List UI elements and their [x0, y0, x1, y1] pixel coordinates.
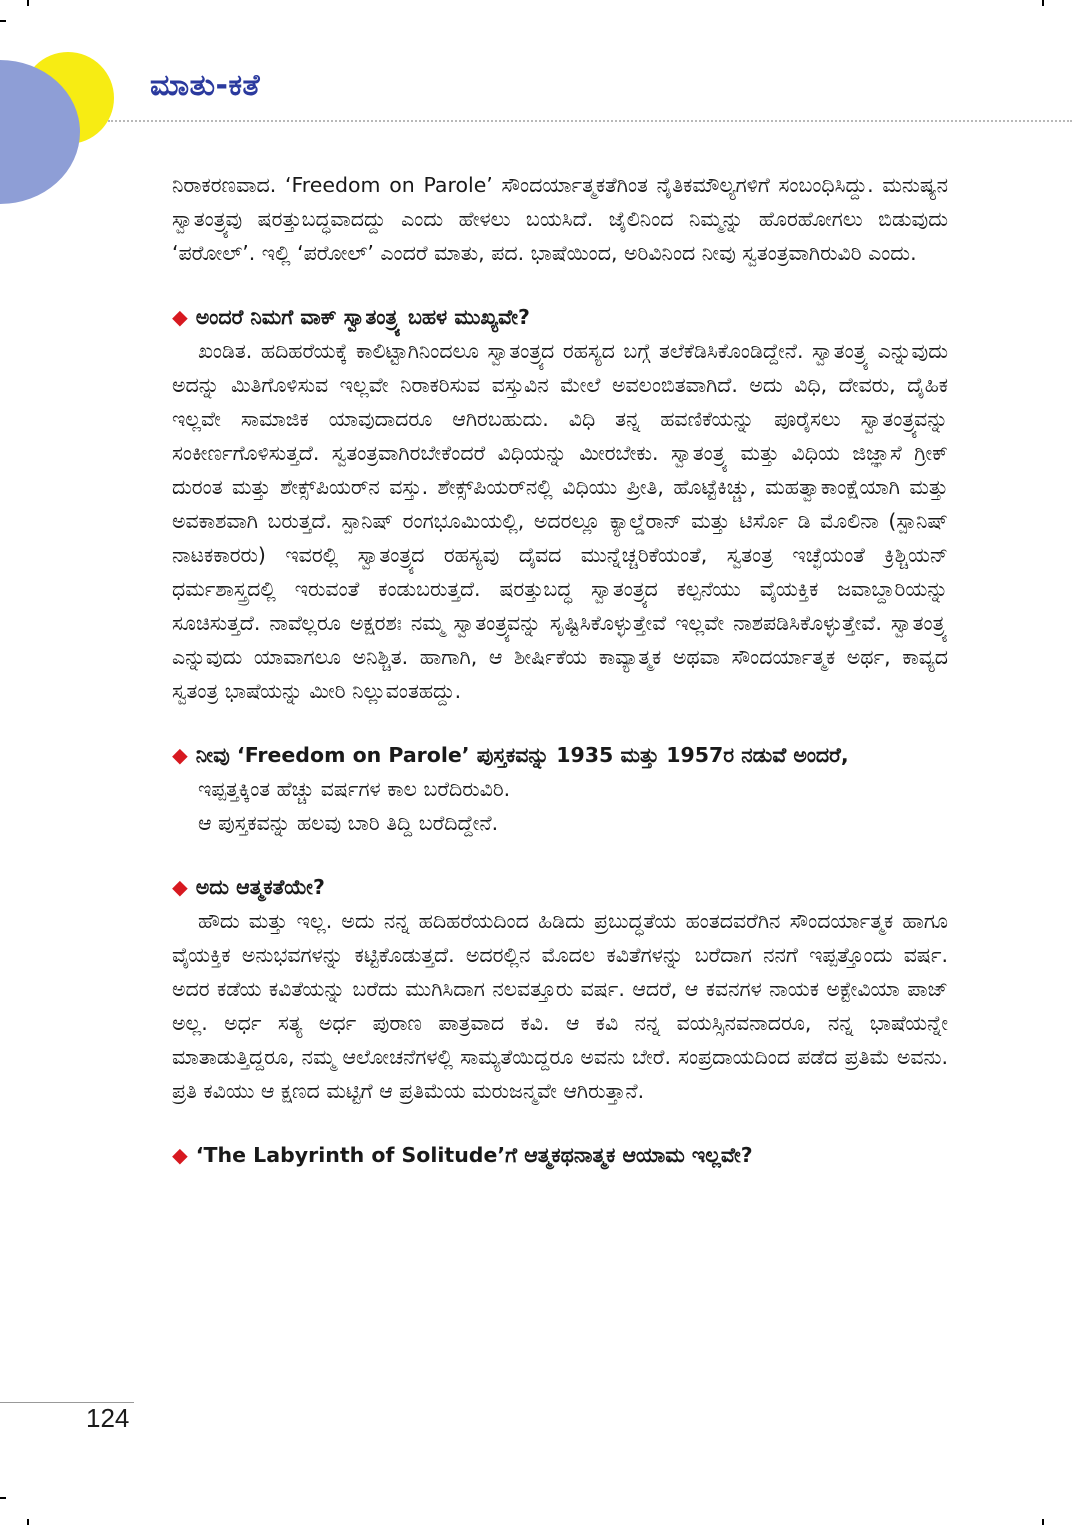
diamond-bullet-icon: ◆: [172, 743, 188, 767]
question-4: [172, 1138, 948, 1172]
section-title: ಮಾತು-ಕತೆ: [150, 68, 261, 103]
crop-mark-top-left: [0, 20, 6, 22]
question-3: [172, 870, 948, 904]
crop-mark-top-tick-left: [27, 0, 29, 6]
intro-paragraph: ನಿರಾಕರಣವಾದ. ‘Freedom on Parole’ ಸೌಂದರ್ಯಾತ್ಮಕತೆಗಿಂತ ನೈತಿಕಮೌಲ್ಯಗಳಿಗೆ ಸಂಬಂಧಿಸಿದ್ದು. ಮನುಷ್ಯನ ಸ್ವಾತಂತ್ರ್ಯವು ಷರತ್ತುಬದ್ಧವಾದದ್ದು ಎಂದು ಹೇಳಲು ಬಯಸಿದೆ. ಜೈಲಿನಿಂದ ನಿಮ್ಮನ್ನು ಹೊರಹೋಗಲು ಬಿಡುವುದು ‘ಪರೋಲ್’. ಇಲ್ಲಿ ‘ಪರೋಲ್’ ಎಂದರೆ ಮಾತು, ಪದ. ಭಾಷೆಯಿಂದ, ಅರಿವಿನಿಂದ ನೀವು ಸ್ವತಂತ್ರವಾಗಿರುವಿರಿ ಎಂದು.: [172, 173, 948, 265]
crop-mark-bottom-left: [0, 1497, 6, 1499]
question-2-line-2: ಇಪ್ಪತ್ತಕ್ಕಿಂತ ಹೆಚ್ಚು ವರ್ಷಗಳ ಕಾಲ ಬರೆದಿರುವಿರಿ.: [198, 777, 511, 801]
article-body: [172, 168, 948, 1172]
answer-1-paragraph: ಖಂಡಿತ. ಹದಿಹರೆಯಕ್ಕೆ ಕಾಲಿಟ್ಟಾಗಿನಿಂದಲೂ ಸ್ವಾತಂತ್ರ್ಯದ ರಹಸ್ಯದ ಬಗ್ಗೆ ತಲೆಕೆಡಿಸಿಕೊಂಡಿದ್ದೇನೆ. ಸ್ವಾತಂತ್ರ್ಯ ಎನ್ನುವುದು ಅದನ್ನು ಮಿತಿಗೊಳಿಸುವ ಇಲ್ಲವೇ ನಿರಾಕರಿಸುವ ವಸ್ತುವಿನ ಮೇಲೆ ಅವಲಂಬಿತವಾಗಿದೆ. ಅದು ವಿಧಿ, ದೇವರು, ದೈಹಿಕ ಇಲ್ಲವೇ ಸಾಮಾಜಿಕ ಯಾವುದಾದರೂ ಆಗಿರಬಹುದು. ವಿಧಿ ತನ್ನ ಹವಣಿಕೆಯನ್ನು ಪೂರೈಸಲು ಸ್ವಾತಂತ್ರ್ಯವನ್ನು ಸಂಕೀರ್ಣಗೊಳಿಸುತ್ತದೆ. ಸ್ವತಂತ್ರವಾಗಿರಬೇಕೆಂದರೆ ವಿಧಿಯನ್ನು ಮೀರಬೇಕು. ಸ್ವಾತಂತ್ರ್ಯ ಮತ್ತು ವಿಧಿಯ ಜಿಜ್ಞಾಸೆ ಗ್ರೀಕ್ ದುರಂತ ಮತ್ತು ಶೇಕ್ಸ್‌ಪಿಯರ್‌ನ ವಸ್ತು. ಶೇಕ್ಸ್‌ಪಿಯರ್‌ನಲ್ಲಿ ವಿಧಿಯು ಪ್ರೀತಿ, ಹೊಟ್ಟೆಕಿಚ್ಚು, ಮಹತ್ವಾಕಾಂಕ್ಷೆಯಾಗಿ ಮತ್ತು ಅವಕಾಶವಾಗಿ ಬರುತ್ತದೆ. ಸ್ಪಾನಿಷ್ ರಂಗಭೂಮಿಯಲ್ಲಿ, ಅದರಲ್ಲೂ ಕ್ಯಾಲ್ಡೆರಾನ್ ಮತ್ತು ಟಿರ್ಸೊ ಡಿ ಮೊಲಿನಾ (ಸ್ಪಾನಿಷ್ ನಾಟಕಕಾರರು) ಇವರಲ್ಲಿ ಸ್ವಾತಂತ್ರ್ಯದ ರಹಸ್ಯವು ದೈವದ ಮುನ್ನೆಚ್ಚರಿಕೆಯಂತೆ, ಸ್ವತಂತ್ರ ಇಚ್ಛೆಯಂತೆ ಕ್ರಿಶ್ಚಿಯನ್ ಧರ್ಮಶಾಸ್ತ್ರದಲ್ಲಿ ಇರುವಂತೆ ಕಂಡುಬರುತ್ತದೆ. ಷರತ್ತುಬದ್ಧ ಸ್ವಾತಂತ್ರ್ಯದ ಕಲ್ಪನೆಯು ವೈಯಕ್ತಿಕ ಜವಾಬ್ದಾರಿಯನ್ನು ಸೂಚಿಸುತ್ತದೆ. ನಾವೆಲ್ಲರೂ ಅಕ್ಷರಶಃ ನಮ್ಮ ಸ್ವಾತಂತ್ರ್ಯವನ್ನು ಸೃಷ್ಟಿಸಿಕೊಳ್ಳುತ್ತೇವೆ ಇಲ್ಲವೇ ನಾಶಪಡಿಸಿಕೊಳ್ಳುತ್ತೇವೆ. ಸ್ವಾತಂತ್ರ್ಯ ಎನ್ನುವುದು ಯಾವಾಗಲೂ ಅನಿಶ್ಚಿತ. ಹಾಗಾಗಿ, ಆ ಶೀರ್ಷಿಕೆಯ ಕಾವ್ಯಾತ್ಮಕ ಅಥವಾ ಸೌಂದರ್ಯಾತ್ಮಕ ಅರ್ಥ, ಕಾವ್ಯದ ಸ್ವತಂತ್ರ ಭಾಷೆಯನ್ನು ಮೀರಿ ನಿಲ್ಲುವಂತಹದ್ದು.: [172, 339, 948, 703]
question-2-continuation: [172, 772, 948, 840]
diamond-bullet-icon: ◆: [172, 1143, 188, 1167]
answer-2-paragraph: ಆ ಪುಸ್ತಕವನ್ನು ಹಲವು ಬಾರಿ ತಿದ್ದಿ ಬರೆದಿದ್ದೇನೆ.: [198, 811, 499, 835]
crop-mark-top-tick-right: [1042, 0, 1044, 6]
question-1: [172, 300, 948, 334]
question-1-text: ಅಂದರೆ ನಿಮಗೆ ವಾಕ್ ಸ್ವಾತಂತ್ರ್ಯ ಬಹಳ ಮುಖ್ಯವೇ?: [195, 305, 530, 329]
header-dotted-divider: [108, 120, 1072, 122]
question-2-text: ನೀವು ‘Freedom on Parole’ ಪುಸ್ತಕವನ್ನು 1935 ಮತ್ತು 1957ರ ನಡುವೆ ಅಂದರೆ,: [195, 743, 849, 767]
crop-mark-bottom-tick-left: [27, 1519, 29, 1525]
question-4-text: ‘The Labyrinth of Solitude’ಗೆ ಆತ್ಮಕಥನಾತ್ಮಕ ಆಯಾಮ ಇಲ್ಲವೇ?: [195, 1143, 753, 1167]
question-3-text: ಅದು ಆತ್ಮಕತೆಯೇ?: [195, 875, 325, 899]
crop-mark-bottom-tick-right: [1042, 1519, 1044, 1525]
answer-3-paragraph: ಹೌದು ಮತ್ತು ಇಲ್ಲ. ಅದು ನನ್ನ ಹದಿಹರೆಯದಿಂದ ಹಿಡಿದು ಪ್ರಬುದ್ಧತೆಯ ಹಂತದವರೆಗಿನ ಸೌಂದರ್ಯಾತ್ಮಕ ಹಾಗೂ ವೈಯಕ್ತಿಕ ಅನುಭವಗಳನ್ನು ಕಟ್ಟಿಕೊಡುತ್ತದೆ. ಅದರಲ್ಲಿನ ಮೊದಲ ಕವಿತೆಗಳನ್ನು ಬರೆದಾಗ ನನಗೆ ಇಪ್ಪತ್ತೊಂದು ವರ್ಷ. ಅದರ ಕಡೆಯ ಕವಿತೆಯನ್ನು ಬರೆದು ಮುಗಿಸಿದಾಗ ನಲವತ್ತೂರು ವರ್ಷ. ಆದರೆ, ಆ ಕವನಗಳ ನಾಯಕ ಅಕ್ಟೇವಿಯಾ ಪಾಜ್ ಅಲ್ಲ. ಅರ್ಧ ಸತ್ಯ ಅರ್ಧ ಪುರಾಣ ಪಾತ್ರವಾದ ಕವಿ. ಆ ಕವಿ ನನ್ನ ವಯಸ್ಸಿನವನಾದರೂ, ನನ್ನ ಭಾಷೆಯನ್ನೇ ಮಾತಾಡುತ್ತಿದ್ದರೂ, ನಮ್ಮ ಆಲೋಚನೆಗಳಲ್ಲಿ ಸಾಮ್ಯತೆಯಿದ್ದರೂ ಅವನು ಬೇರೆ. ಸಂಪ್ರದಾಯದಿಂದ ಪಡೆದ ಪ್ರತಿಮೆ ಅವನು. ಪ್ರತಿ ಕವಿಯು ಆ ಕ್ಷಣದ ಮಟ್ಟಿಗೆ ಆ ಪ್ರತಿಮೆಯ ಮರುಜನ್ಮವೇ ಆಗಿರುತ್ತಾನೆ.: [172, 909, 948, 1103]
diamond-bullet-icon: ◆: [172, 305, 188, 329]
question-2: [172, 738, 948, 772]
page-number: 124: [86, 1403, 130, 1433]
diamond-bullet-icon: ◆: [172, 875, 188, 899]
